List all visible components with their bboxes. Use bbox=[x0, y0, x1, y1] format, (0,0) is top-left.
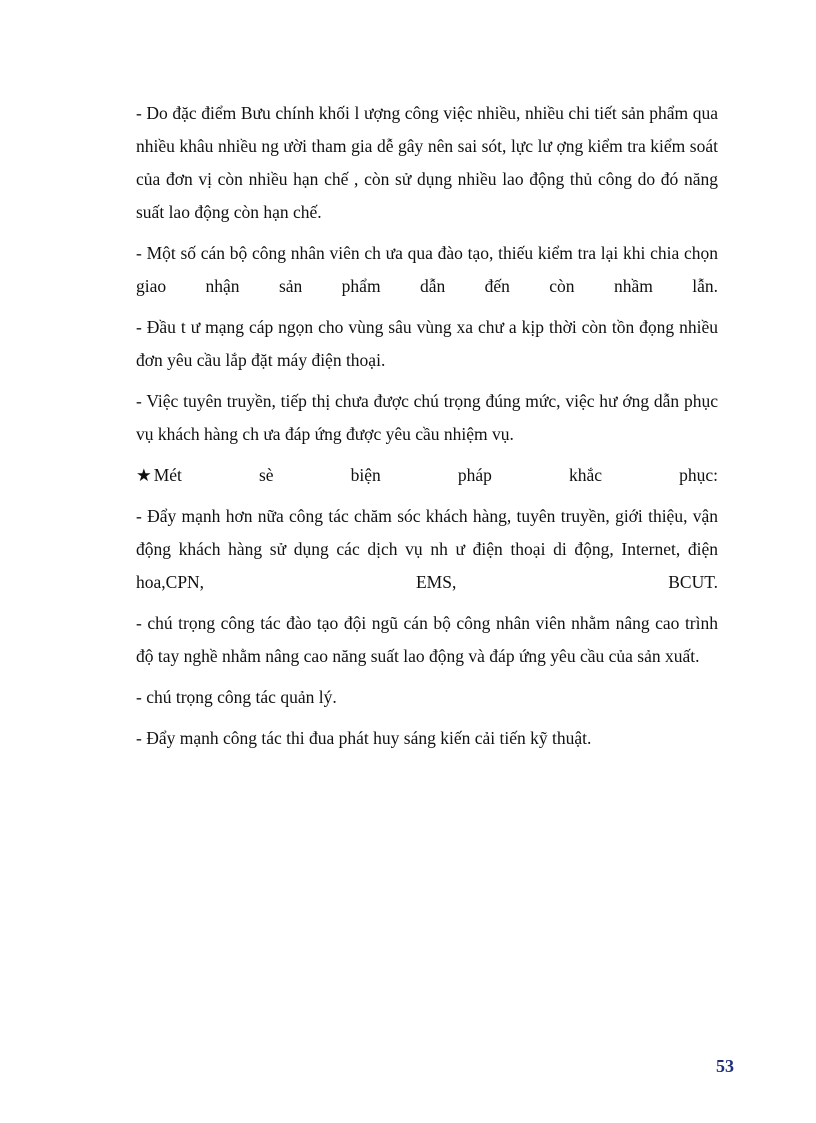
measure-staff-training: - chú trọng công tác đào tạo đội ngũ cán bộ công nhân viên nhằm nâng cao trình độ tay nghề nhằm nâng cao năng suất lao động và đáp ứng yêu cầu của sản xuất. bbox=[136, 613, 718, 666]
page-body bbox=[136, 97, 718, 763]
measures-heading-text: Mét sè biện pháp khắc phục: bbox=[153, 465, 718, 485]
paragraph-staff-training: - Một số cán bộ công nhân viên ch ưa qua đào tạo, thiếu kiểm tra lại khi chia chọn giao nhận sản phẩm dẫn đến còn nhầm lẫn. bbox=[136, 243, 718, 296]
measure-customer-care: - Đẩy mạnh hơn nữa công tác chăm sóc khách hàng, tuyên truyền, giới thiệu, vận động khách hàng sử dụng các dịch vụ nh ư điện thoại di động, Internet, điện hoa,CPN, EMS, BCUT. bbox=[136, 506, 718, 592]
measure-management: - chú trọng công tác quản lý. bbox=[136, 687, 337, 707]
paragraph-cable-investment: - Đầu t ư mạng cáp ngọn cho vùng sâu vùng xa chư a kịp thời còn tồn đọng nhiều đơn yêu cầu lắp đặt máy điện thoại. bbox=[136, 317, 718, 370]
measures-heading bbox=[136, 459, 718, 492]
paragraph-postal-workload: - Do đặc điểm Bưu chính khối l ượng công việc nhiều, nhiều chi tiết sản phẩm qua nhiều khâu nhiều ng ười tham gia dễ gây nên sai sót, lực lư ợng kiểm tra kiểm soát của đơn vị còn nhiều hạn chế , còn sử dụng nhiều lao động thủ công do đó năng suất lao động còn hạn chế. bbox=[136, 103, 718, 222]
measure-innovation: - Đẩy mạnh công tác thi đua phát huy sáng kiến cải tiến kỹ thuật. bbox=[136, 728, 592, 748]
paragraph-marketing: - Việc tuyên truyền, tiếp thị chưa được chú trọng đúng mức, việc hư ớng dẫn phục vụ khách hàng ch ưa đáp ứng được yêu cầu nhiệm vụ. bbox=[136, 391, 718, 444]
star-icon: ★ bbox=[136, 465, 152, 485]
page-number: 53 bbox=[716, 1056, 734, 1076]
